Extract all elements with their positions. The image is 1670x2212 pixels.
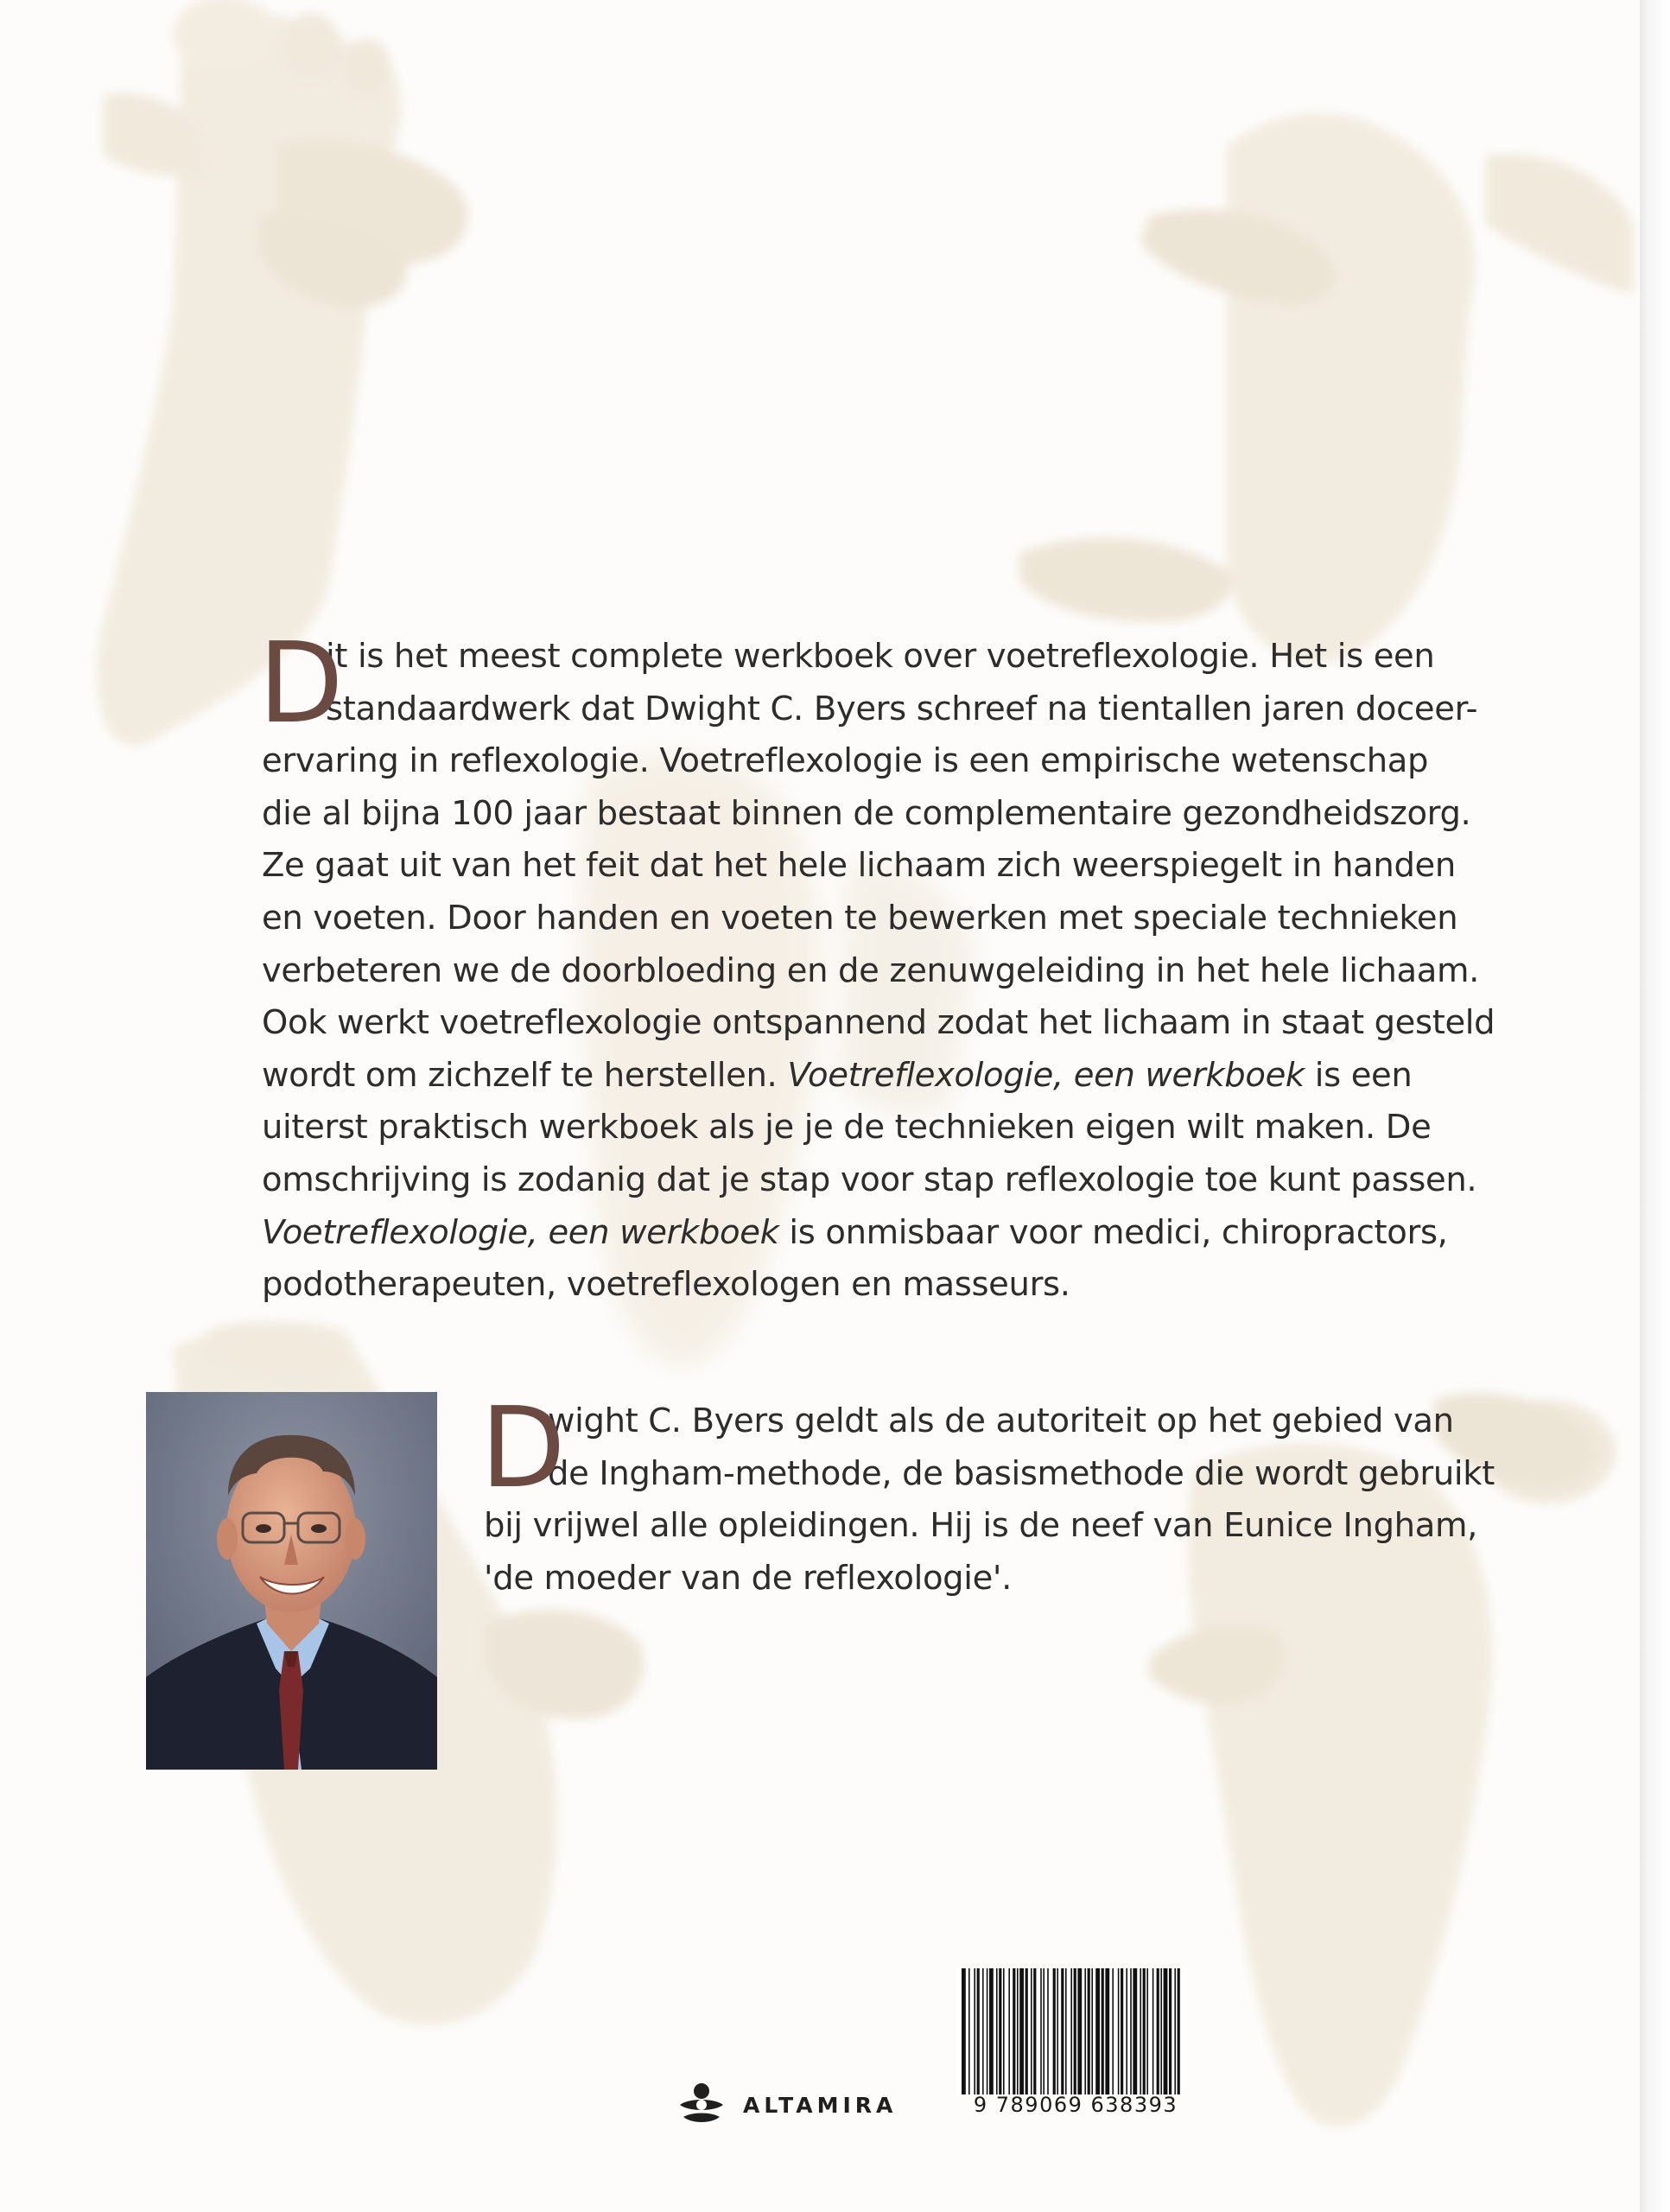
barcode-bar (1040, 1968, 1042, 2094)
description-line: omschrijving is zodanig dat je stap voor stap reflexologie toe kunt passen. (262, 1160, 1477, 1199)
barcode-bar (977, 1968, 980, 2094)
barcode-bar (968, 1968, 970, 2094)
barcode-bar (1057, 1968, 1058, 2094)
barcode-bar (1061, 1968, 1064, 2094)
description-line: uiterst praktisch werkboek als je je de technieken eigen wilt maken. De (262, 1108, 1432, 1147)
barcode-bar (1174, 1968, 1176, 2094)
author-line: 'de moeder van de reflexologie'. (484, 1558, 1013, 1598)
barcode-bar (1130, 1968, 1132, 2094)
barcode-bar (982, 1968, 984, 2094)
author-bio-block (480, 1384, 1495, 1605)
description-line: it is het meest complete werkboek over voetreflexologie. Het is een (326, 637, 1435, 676)
barcode-bar (974, 1968, 975, 2094)
book-title-italic: Voetreflexologie, een werkboek (787, 1055, 1305, 1095)
description-line: en voeten. Door handen en voeten te bewerken met speciale technieken (262, 898, 1458, 938)
description-paragraph (262, 631, 1514, 1312)
barcode-bar (1157, 1968, 1159, 2094)
barcode-bar (1133, 1968, 1137, 2094)
barcode-bar (1160, 1968, 1162, 2094)
publisher-name: ALTAMIRA (743, 2093, 898, 2118)
barcode-bar (1033, 1968, 1036, 2094)
barcode-bar (1053, 1968, 1056, 2094)
description-line: verbeteren we de doorbloeding en de zenuwgeleiding in het hele lichaam. (262, 950, 1480, 990)
isbn-number: 9 789069 638393 (973, 2093, 1178, 2117)
description-line: standaardwerk dat Dwight C. Byers schreef na tientallen jaren doceer- (326, 689, 1478, 728)
barcode-bar (1118, 1968, 1120, 2094)
barcode-bar (989, 1968, 994, 2094)
barcode-bar (1146, 1968, 1148, 2094)
barcode-bar (1105, 1968, 1109, 2094)
book-title-italic: Voetreflexologie, een werkboek (262, 1212, 779, 1252)
barcode-bar (1164, 1968, 1168, 2094)
barcode-bar (1140, 1968, 1141, 2094)
barcode-bar (1143, 1968, 1146, 2094)
author-line: de Ingham-methode, de basismethode die wordt gebruikt (548, 1453, 1495, 1493)
barcode-bar (999, 1968, 1001, 2094)
description-line (262, 1050, 1514, 1103)
isbn-barcode (956, 1968, 1184, 2094)
barcode-bar (962, 1968, 966, 2094)
barcode-bar (1178, 1968, 1180, 2094)
description-line: Ze gaat uit van het feit dat het hele lichaam zich weerspiegelt in handen (262, 846, 1456, 886)
barcode-bar (1017, 1968, 1019, 2094)
description-line-text: is onmisbaar voor medici, chiropractors, (778, 1212, 1448, 1252)
barcode-bar (1074, 1968, 1076, 2094)
barcode-bar (1043, 1968, 1045, 2094)
cover-edge (1640, 0, 1670, 2212)
barcode-bar (1077, 1968, 1082, 2094)
barcode-bar (1102, 1968, 1104, 2094)
barcode-bar (1025, 1968, 1028, 2094)
barcode-bar (1152, 1968, 1154, 2094)
barcode-bar (1088, 1968, 1090, 2094)
barcode-bar (1091, 1968, 1093, 2094)
author-bio-dropcap: D (480, 1384, 566, 1513)
barcode-bar (1003, 1968, 1005, 2094)
description-line: Ook werkt voetreflexologie ontspannend zodat het lichaam in staat gesteld (262, 1003, 1495, 1043)
top-right-foot-illustration (1019, 113, 1633, 663)
barcode-bar (1121, 1968, 1123, 2094)
barcode-bar (987, 1968, 988, 2094)
description-dropcap: D (258, 620, 344, 748)
barcode-bar (996, 1968, 998, 2094)
author-line: bij vrijwel alle opleidingen. Hij is de neef van Eunice Ingham, (484, 1506, 1478, 1546)
barcode-bar (1047, 1968, 1049, 2094)
description-line-text: is een (1304, 1055, 1413, 1095)
barcode-bar (1169, 1968, 1172, 2094)
barcode-bar (1031, 1968, 1032, 2094)
altamira-logo-icon (671, 2072, 732, 2133)
barcode-bar (1008, 1968, 1010, 2094)
author-bio-paragraph (484, 1395, 1495, 1605)
description-line: podotherapeuten, voetreflexologen en masseurs. (262, 1265, 1070, 1305)
barcode-bar (1084, 1968, 1086, 2094)
barcode-bar (1065, 1968, 1067, 2094)
barcode-bar (1126, 1968, 1127, 2094)
barcode-bar (1019, 1968, 1024, 2094)
barcode-bar (1013, 1968, 1015, 2094)
barcode-bar (1095, 1968, 1100, 2094)
description-line: ervaring in reflexologie. Voetreflexologie is een empirische wetenschap (262, 741, 1429, 781)
author-photo (146, 1392, 437, 1770)
barcode-bar (1112, 1968, 1114, 2094)
description-line-text: wordt om zichzelf te herstellen. (262, 1055, 788, 1095)
author-line: wight C. Byers geldt als de autoriteit op het gebied van (548, 1402, 1454, 1440)
barcode-bar (1070, 1968, 1072, 2094)
description-line: die al bijna 100 jaar bestaat binnen de complementaire gezondheidszorg. (262, 793, 1471, 833)
description-block (258, 620, 1514, 1312)
description-line (262, 1207, 1514, 1260)
